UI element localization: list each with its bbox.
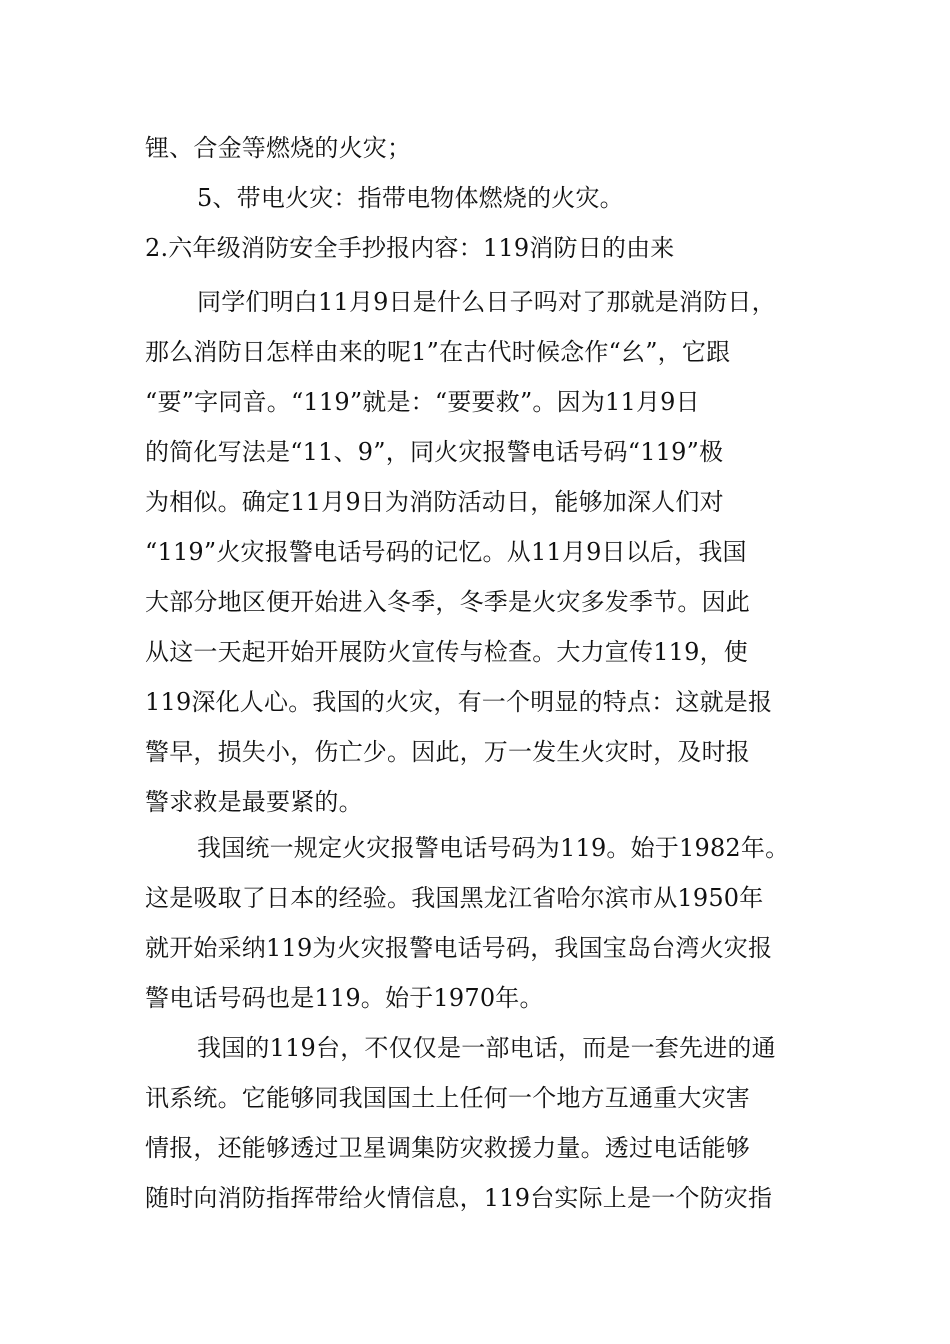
text-line: 这是吸取了日本的经验。我国黑龙江省哈尔滨市从1950年 bbox=[145, 884, 764, 912]
text-line: 就开始采纳119为火灾报警电话号码，我国宝岛台湾火灾报 bbox=[145, 934, 773, 962]
text-line: 从这一天起开始开展防火宣传与检查。大力宣传119，使 bbox=[145, 638, 749, 666]
text-line: 为相似。确定11月9日为消防活动日，能够加深人们对 bbox=[145, 488, 724, 516]
text-line: 情报，还能够透过卫星调集防灾救援力量。透过电话能够 bbox=[145, 1134, 750, 1162]
text-line: 我国统一规定火灾报警电话号码为119。始于1982年。 bbox=[197, 834, 790, 862]
text-line: 那么消防日怎样由来的呢1”在古代时候念作“幺”，它跟 bbox=[145, 338, 731, 366]
text-line: 同学们明白11月9日是什么日子吗对了那就是消防日， bbox=[197, 288, 776, 316]
text-line: 大部分地区便开始进入冬季，冬季是火灾多发季节。因此 bbox=[145, 588, 750, 616]
text-line: 随时向消防指挥带给火情信息，119台实际上是一个防灾指 bbox=[145, 1184, 773, 1212]
text-line: 的简化写法是“11、9”，同火灾报警电话号码“119”极 bbox=[145, 438, 724, 466]
text-line: 5、带电火灾：指带电物体燃烧的火灾。 bbox=[197, 184, 624, 212]
text-line: 讯系统。它能够同我国国土上任何一个地方互通重大灾害 bbox=[145, 1084, 750, 1112]
text-line: “要”字同音。“119”就是：“要要救”。因为11月9日 bbox=[145, 388, 700, 416]
text-line: 警求救是最要紧的。 bbox=[145, 788, 363, 816]
text-line: 119深化人心。我国的火灾，有一个明显的特点：这就是报 bbox=[145, 688, 773, 716]
text-line: 我国的119台，不仅仅是一部电话，而是一套先进的通 bbox=[197, 1034, 776, 1062]
text-line: “119”火灾报警电话号码的记忆。从11月9日以后，我国 bbox=[145, 538, 747, 566]
section-heading: 2.六年级消防安全手抄报内容：119消防日的由来 bbox=[145, 234, 675, 262]
text-line: 警电话号码也是119。始于1970年。 bbox=[145, 984, 544, 1012]
text-line: 锂、合金等燃烧的火灾； bbox=[145, 134, 412, 162]
text-line: 警早，损失小，伤亡少。因此，万一发生火灾时，及时报 bbox=[145, 738, 750, 766]
